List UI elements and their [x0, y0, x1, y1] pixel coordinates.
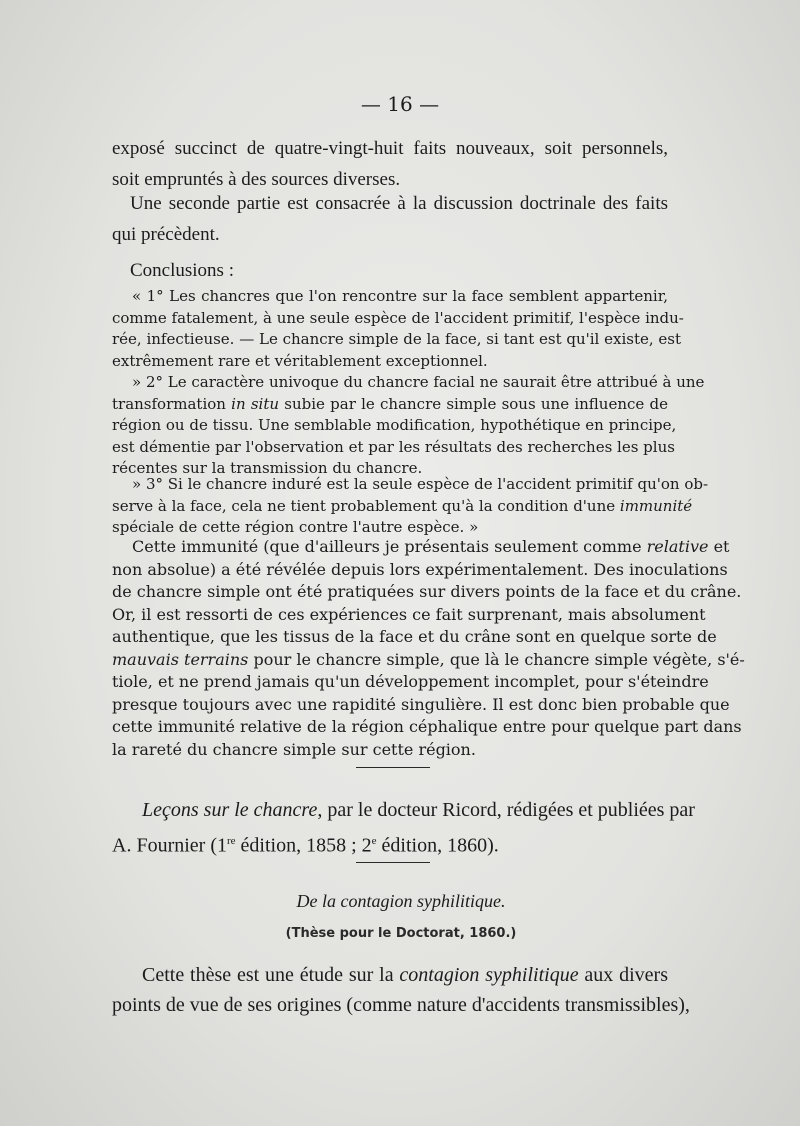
text-line [112, 496, 693, 518]
text-line: soit empruntés à des sources diverses. [112, 169, 401, 190]
text-line: extrêmement rare et véritablement exceptionnel. [112, 351, 488, 370]
text-line: est démentie par l'observation et par les résultats des recherches les plus [112, 437, 675, 456]
contagion-title [112, 886, 690, 917]
text-line [112, 960, 668, 990]
text-span: pour le chancre simple, que là le chancre simple végète, s'é- [248, 649, 745, 669]
text-line: rée, infectieuse. — Le chancre simple de la face, si tant est qu'il existe, est [112, 330, 681, 349]
conclusion-1 [112, 286, 684, 372]
text-line: qui précèdent. [112, 224, 220, 245]
text-span: A. Fournier (1 [112, 834, 227, 857]
intro-paragraph [112, 133, 668, 195]
text-line: non absolue) a été révélée depuis lors expérimentalement. Des inoculations [112, 559, 728, 579]
text-line: Une seconde partie est consacrée à la discussion doctrinale des faits [130, 193, 668, 214]
text-span: Cette thèse est une étude sur la [142, 964, 400, 986]
text-line: points de vue de ses origines (comme nature d'accidents transmissibles), [112, 994, 690, 1016]
conclusion-2 [112, 372, 705, 480]
text-span: aux divers [578, 964, 668, 986]
heading-text: Conclusions : [130, 260, 234, 281]
text-line: cette immunité relative de la région céphalique entre pour quelque part dans [112, 717, 742, 736]
second-part-paragraph [112, 188, 668, 250]
text-span: édition, 1860). [376, 834, 499, 857]
text-line: Or, il est ressorti de ces expériences ce fait surprenant, mais absolument [112, 604, 706, 624]
emphasis-text: in situ [231, 394, 280, 413]
text-line: région ou de tissu. Une semblable modification, hypothétique en principe, [112, 416, 677, 435]
superscript: re [226, 835, 236, 847]
emphasis-text: contagion syphilitique [399, 964, 579, 986]
text-line: récentes sur la transmission du chancre. [112, 459, 423, 478]
these-note: (Thèse pour le Doctorat, 1860.) [285, 926, 517, 941]
emphasis-text: Leçons sur le chancre [142, 799, 318, 821]
text-line: » 3° Si le chancre induré est la seule espèce de l'accident primitif qu'on ob- [132, 475, 709, 493]
text-line: « 1° Les chancres que l'on rencontre sur la face semblent appartenir, [132, 287, 668, 305]
text-span: , par le docteur Ricord, rédigées et publiées par [317, 799, 695, 821]
section-divider [356, 767, 430, 768]
text-span: serve à la face, cela ne tient probablement qu'à la condition d'une [112, 496, 620, 515]
text-line: spéciale de cette région contre l'autre espèce. » [112, 518, 479, 537]
emphasis-text: mauvais terrains [112, 649, 249, 669]
text-line: la rareté du chancre simple sur cette région. [112, 739, 476, 759]
text-line: authentique, que les tissus de la face et du crâne sont en quelque sorte de [112, 627, 717, 646]
text-line [112, 536, 730, 559]
text-line: comme fatalement, à une seule espèce de l'accident primitif, l'espèce indu- [112, 308, 684, 327]
page-number: — 16 — [360, 92, 440, 116]
conclusions-heading [112, 255, 668, 286]
conclusion-3 [112, 474, 709, 539]
text-span: Cette immunité (que d'ailleurs je présentais seulement comme [132, 537, 647, 556]
text-span: subie par le chancre simple sous une influence de [279, 394, 668, 413]
text-line: de chancre simple ont été pratiquées sur divers points de la face et du crâne. [112, 582, 742, 601]
text-line: tiole, et ne prend jamais qu'un développement incomplet, pour s'éteindre [112, 672, 709, 691]
immunity-paragraph [112, 536, 745, 761]
text-line [112, 826, 670, 862]
superscript: e [371, 835, 377, 847]
text-line: exposé succinct de quatre-vingt-huit faits nouveaux, soit personnels, [112, 138, 668, 159]
text-span: transformation [112, 394, 232, 413]
lecons-entry [112, 795, 695, 862]
text-span: et [708, 537, 730, 556]
section-divider [356, 862, 430, 863]
final-paragraph [112, 960, 690, 1020]
text-line [112, 394, 668, 416]
text-line: presque toujours avec une rapidité singulière. Il est donc bien probable que [112, 694, 730, 714]
text-span: édition, 1858 ; 2 [235, 834, 372, 857]
emphasis-text: immunité [619, 496, 693, 515]
text-line [112, 795, 695, 826]
title-text: De la contagion syphilitique. [296, 891, 506, 911]
text-line: » 2° Le caractère univoque du chancre facial ne saurait être attribué à une [132, 373, 705, 391]
emphasis-text: relative [646, 537, 709, 556]
text-line [112, 649, 745, 672]
